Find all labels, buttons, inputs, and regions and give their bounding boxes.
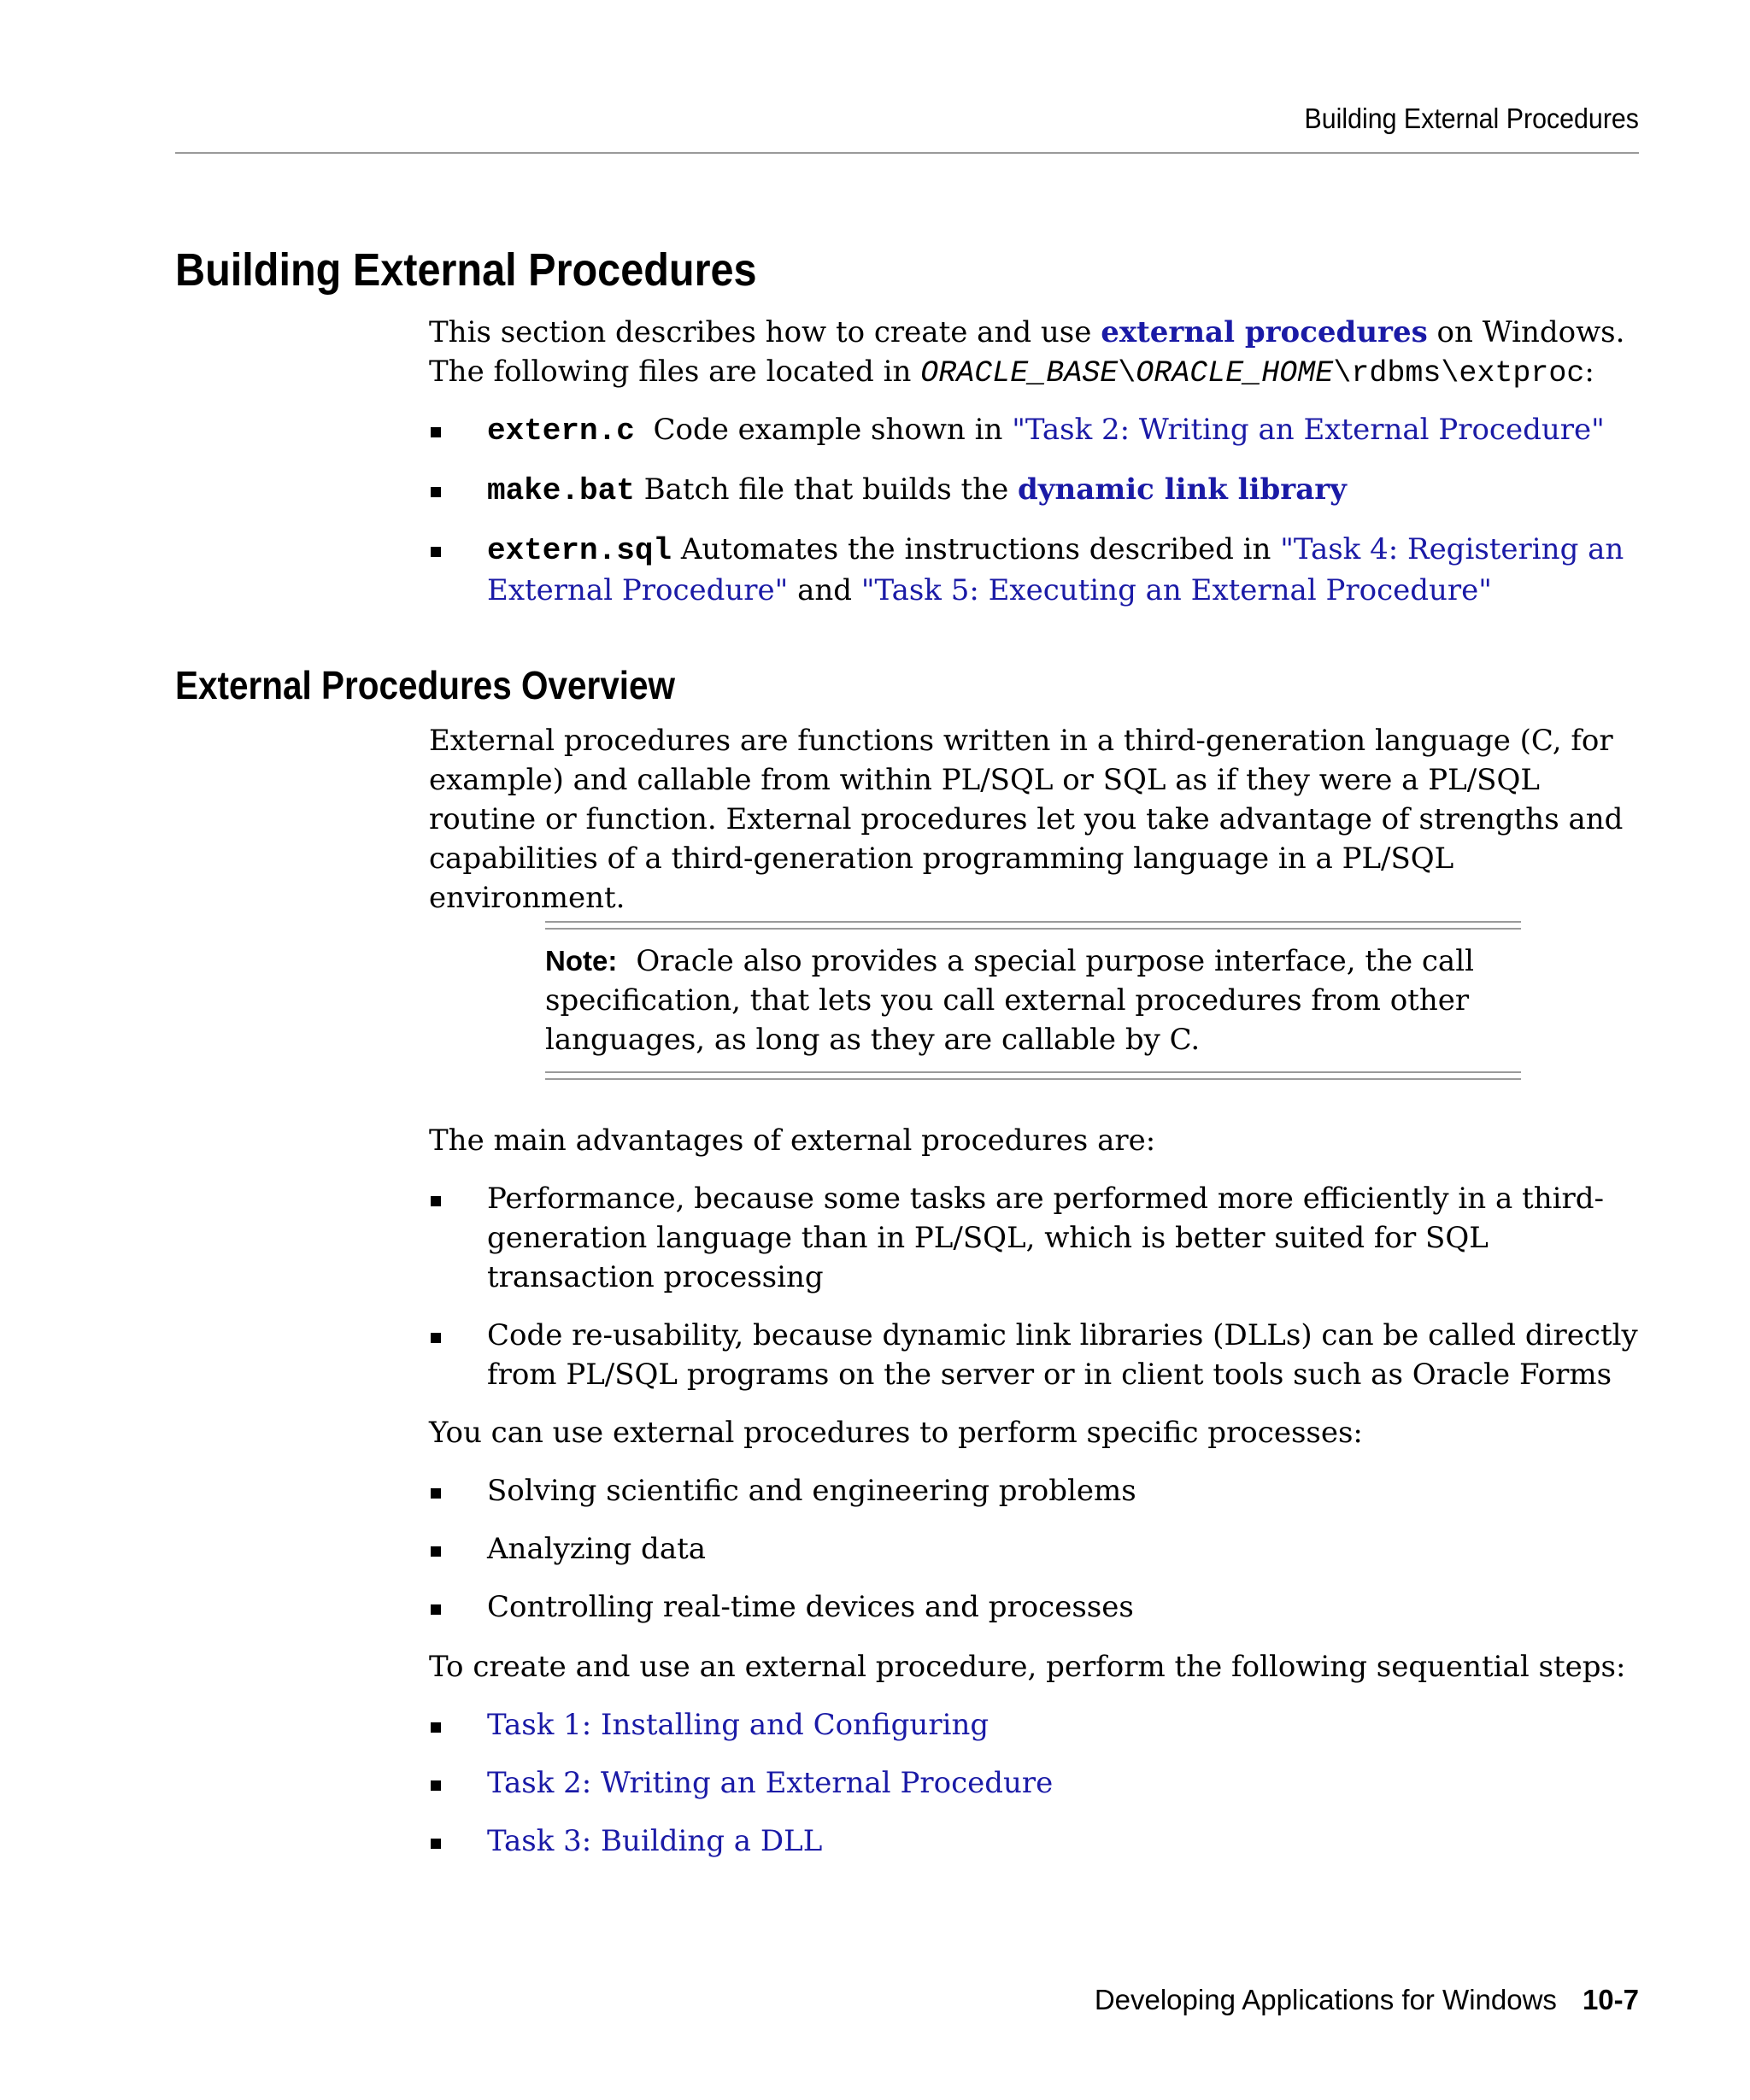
list-item: Performance, because some tasks are performed more efficiently in a third-generation language than in PL/SQL, which is better suited for SQL transaction processing: [429, 1179, 1642, 1297]
task5-link[interactable]: "Task 5: Executing an External Procedure": [860, 573, 1492, 607]
list-item: Analyzing data: [429, 1529, 1642, 1569]
section-title: Building External Procedures: [175, 244, 757, 296]
bullet-icon: [431, 1839, 441, 1849]
bullet-icon: [431, 1196, 441, 1206]
intro-paragraph: This section describes how to create and use external procedures on Windows. The following files are located in ORACLE_BASE\ORACLE_HOME\rdbms\extproc:: [429, 315, 1625, 390]
task3-link[interactable]: Task 3: Building a DLL: [487, 1824, 823, 1858]
list-item: extern.c Code example shown in "Task 2: Writing an External Procedure": [429, 410, 1642, 451]
list-item: Controlling real-time devices and processes: [429, 1587, 1642, 1627]
task1-link[interactable]: Task 1: Installing and Configuring: [487, 1708, 990, 1742]
bullet-icon: [431, 1604, 441, 1615]
path-oracle-base: ORACLE_BASE: [920, 356, 1119, 390]
bullet-icon: [431, 1546, 441, 1557]
path-rest: \rdbms\extproc: [1333, 356, 1585, 390]
note-rule: [545, 1078, 1521, 1080]
path-oracle-home: ORACLE_HOME: [1136, 356, 1334, 390]
list-item: [429, 1821, 1642, 1861]
list-item: [429, 1705, 1642, 1745]
task2-step-link[interactable]: Task 2: Writing an External Procedure: [487, 1766, 1054, 1800]
page-number: 10-7: [1582, 1984, 1639, 2015]
header-rule: [175, 152, 1639, 154]
steps-list: [429, 1705, 1642, 1861]
file-name: extern.c: [487, 414, 635, 449]
note-rule: [545, 921, 1521, 923]
bullet-icon: [431, 547, 441, 557]
list-item: make.bat Batch file that builds the dynamic link library: [429, 470, 1642, 511]
note-label: Note:: [545, 945, 618, 977]
list-item: Code re-usability, because dynamic link libraries (DLLs) can be called directly from PL/SQL programs on the server or in client tools such as Oracle Forms: [429, 1316, 1642, 1394]
bullet-icon: [431, 1333, 441, 1343]
bullet-icon: [431, 427, 441, 437]
overview-paragraph: External procedures are functions written in a third-generation language (C, for example) and callable from within PL/SQL or SQL as if they were a PL/SQL routine or function. External procedures let you take advantage of strengths and capabilities of a third-generation programming language in a PL/SQL environment.: [429, 724, 1624, 915]
external-procedures-link[interactable]: external procedures: [1101, 315, 1428, 349]
advantages-intro: The main advantages of external procedures are:: [429, 1123, 1156, 1158]
bullet-icon: [431, 487, 441, 497]
dll-link[interactable]: dynamic link library: [1018, 472, 1347, 507]
note-text: Note: Oracle also provides a special purpose interface, the call specification, that lets you call external procedures from other languages, as long as they are callable by C.: [545, 944, 1474, 1057]
list-item: extern.sql Automates the instructions described in "Task 4: Registering an External Procedure" and "Task 5: Executing an External Procedure": [429, 530, 1642, 610]
note-rule: [545, 1071, 1521, 1073]
overview-heading: External Procedures Overview: [175, 663, 676, 707]
note-box: [545, 921, 1521, 1080]
footer-book-title: Developing Applications for Windows: [1094, 1984, 1557, 2015]
files-list: [429, 410, 1642, 610]
uses-list: [429, 1471, 1642, 1627]
task2-link[interactable]: "Task 2: Writing an External Procedure": [1012, 413, 1605, 447]
task4-link[interactable]: "Task 4: Registering an External Procedure": [487, 532, 1624, 607]
steps-intro: To create and use an external procedure, perform the following sequential steps:: [429, 1650, 1626, 1684]
uses-intro: You can use external procedures to perform specific processes:: [429, 1416, 1363, 1450]
advantages-list: [429, 1179, 1642, 1394]
list-item: Solving scientific and engineering problems: [429, 1471, 1642, 1510]
bullet-icon: [431, 1488, 441, 1499]
bullet-icon: [431, 1780, 441, 1791]
bullet-icon: [431, 1722, 441, 1733]
list-item: [429, 1763, 1642, 1803]
file-name: extern.sql: [487, 533, 672, 568]
running-header: Building External Procedures: [1304, 103, 1639, 134]
note-rule: [545, 928, 1521, 930]
page-footer: [854, 1984, 1639, 2016]
file-name: make.bat: [487, 473, 635, 508]
